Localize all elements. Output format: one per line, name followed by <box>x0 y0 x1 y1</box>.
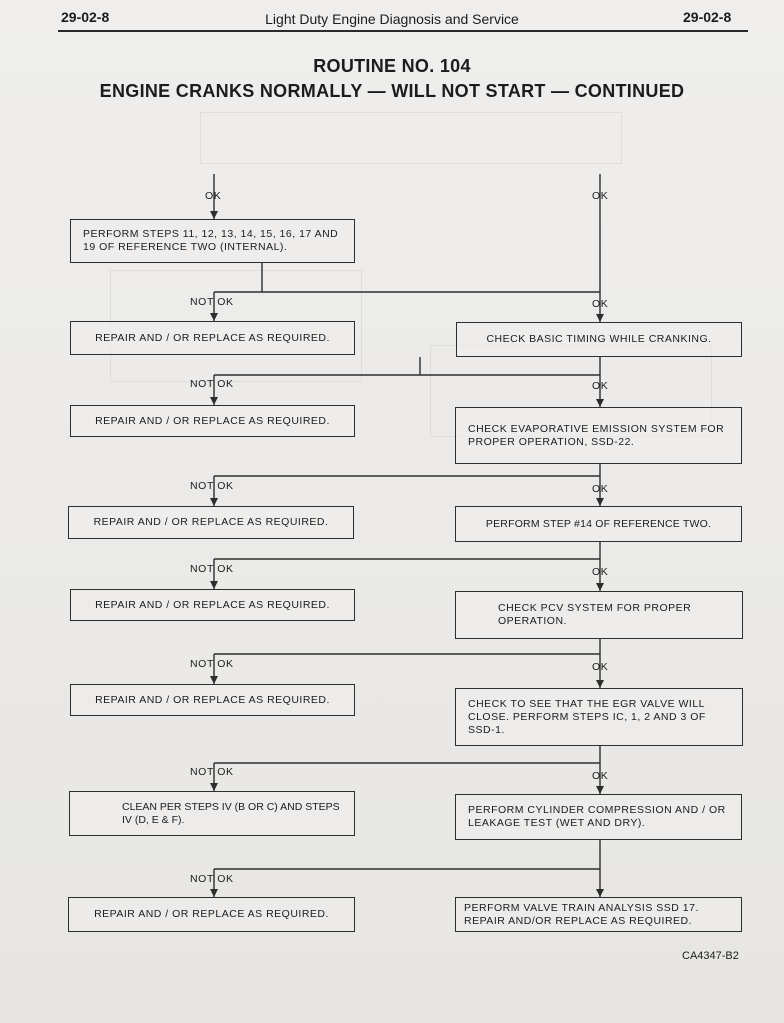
routine-subtitle: ENGINE CRANKS NORMALLY — WILL NOT START — CONTINUED <box>99 81 685 101</box>
routine-title: ROUTINE NO. 104 <box>313 56 471 76</box>
check-timing-box <box>456 322 742 357</box>
perform-step-14-box <box>455 506 742 542</box>
not-ok-label: NOT OK <box>190 873 234 885</box>
box-text: REPAIR AND / OR REPLACE AS REQUIRED. <box>94 908 329 920</box>
box-text: PERFORM VALVE TRAIN ANALYSIS SSD 17. REPAIR AND/OR REPLACE AS REQUIRED. <box>464 901 699 927</box>
box-text: CLEAN PER STEPS IV (B OR C) AND STEPS IV (D, E & F). <box>122 800 340 826</box>
ok-label: OK <box>592 483 609 495</box>
box-text: PERFORM CYLINDER COMPRESSION AND / OR LEAKAGE TEST (WET AND DRY). <box>468 804 726 829</box>
ok-label: OK <box>592 566 609 578</box>
box-text: REPAIR AND / OR REPLACE AS REQUIRED. <box>95 414 330 427</box>
valve-train-box <box>455 897 742 932</box>
ok-label: OK <box>592 770 609 782</box>
ok-label: OK <box>205 190 222 202</box>
ok-label: OK <box>592 661 609 673</box>
repair-replace-box <box>70 684 355 716</box>
box-text: CHECK TO SEE THAT THE EGR VALVE WILL CLOSE. PERFORM STEPS IC, 1, 2 AND 3 OF SSD-1. <box>468 697 706 736</box>
compression-test-box <box>455 794 742 840</box>
box-text: PERFORM STEP #14 OF REFERENCE TWO. <box>485 517 712 530</box>
ok-label: OK <box>592 190 609 202</box>
not-ok-label: NOT OK <box>190 766 234 778</box>
repair-replace-box <box>68 506 354 539</box>
not-ok-label: NOT OK <box>190 563 234 575</box>
figure-code: CA4347-B2 <box>682 950 739 962</box>
perform-steps-box <box>70 219 355 263</box>
repair-replace-box <box>68 897 355 932</box>
box-text: REPAIR AND / OR REPLACE AS REQUIRED. <box>95 331 330 344</box>
box-text: REPAIR AND / OR REPLACE AS REQUIRED. <box>95 693 330 706</box>
box-text: REPAIR AND / OR REPLACE AS REQUIRED. <box>95 598 330 611</box>
page-number-left: 29-02-8 <box>61 9 110 25</box>
not-ok-label: NOT OK <box>190 480 234 492</box>
box-text: PERFORM STEPS 11, 12, 13, 14, 15, 16, 17 AND 19 OF REFERENCE TWO (INTERNAL). <box>83 228 339 253</box>
check-evaporative-box <box>455 407 742 464</box>
not-ok-label: NOT OK <box>190 658 234 670</box>
page-number-right: 29-02-8 <box>683 9 732 25</box>
box-text: REPAIR AND / OR REPLACE AS REQUIRED. <box>93 516 329 528</box>
ok-label: OK <box>592 380 609 392</box>
box-text: CHECK PCV SYSTEM FOR PROPER OPERATION. <box>498 602 692 627</box>
not-ok-label: NOT OK <box>190 378 234 390</box>
check-egr-box <box>455 688 743 746</box>
check-pcv-box <box>455 591 743 639</box>
repair-replace-box <box>70 405 355 437</box>
manual-title: Light Duty Engine Diagnosis and Service <box>265 11 519 27</box>
box-text: CHECK BASIC TIMING WHILE CRANKING. <box>486 333 712 345</box>
not-ok-label: NOT OK <box>190 296 234 308</box>
clean-steps-box <box>69 791 355 836</box>
repair-replace-box <box>70 589 355 621</box>
ok-label: OK <box>592 298 609 310</box>
repair-replace-box <box>70 321 355 355</box>
box-text: CHECK EVAPORATIVE EMISSION SYSTEM FOR PROPER OPERATION, SSD-22. <box>468 422 725 448</box>
